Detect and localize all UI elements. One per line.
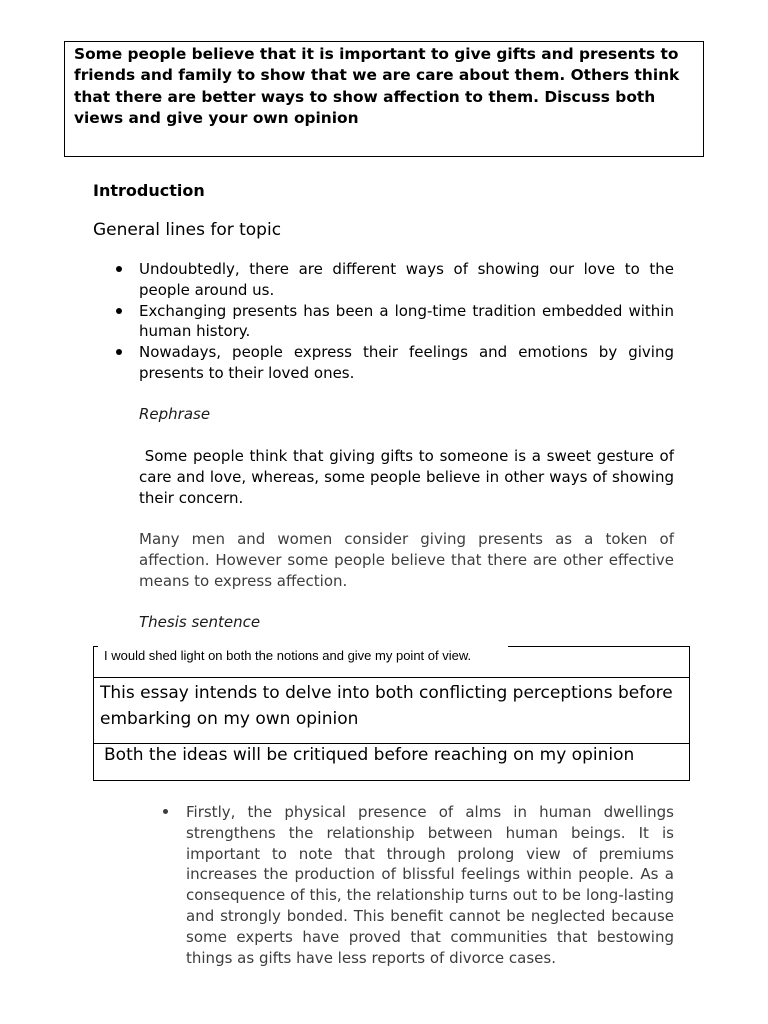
general-lines-subheading: General lines for topic (93, 220, 282, 240)
list-item: Firstly, the physical presence of alms in human dwellings strengthens the relationship between human beings. It is important to note that through prolong view of premiums increases the production of blissful feelings within people. As a consequence of this, the relationship turns out to be long-lasting and strongly bonded. This benefit cannot be neglected because some experts have proved that communities that bestowing things as gifts have less reports of divorce cases. (186, 803, 674, 967)
essay-prompt-text: Some people believe that it is important to give gifts and presents to friends and family to show that we are care about them. Others think that there are better ways to show affection to them. Discuss both views and give your own opinion (74, 45, 680, 127)
list-item: Exchanging presents has been a long-time tradition embedded within human history. (139, 301, 674, 341)
list-item: Nowadays, people express their feelings and emotions by giving presents to their loved ones. (139, 343, 674, 382)
thesis-options-table (93, 646, 690, 781)
introduction-heading: Introduction (93, 181, 205, 200)
thesis-option-2: This essay intends to delve into both conflicting perceptions before embarking on my own opinion (94, 678, 689, 744)
rephrase-label: Rephrase (139, 405, 211, 423)
essay-prompt-box (64, 41, 704, 157)
rephrase-paragraph-2: Many men and women consider giving presents as a token of affection. However some people believe that there are other effective means to express affection. (139, 530, 674, 590)
body-points-list (186, 802, 674, 968)
general-lines-list (139, 259, 674, 384)
thesis-option-1 (94, 647, 689, 678)
thesis-option-1-text: I would shed light on both the notions and give my point of view. (104, 648, 472, 663)
thesis-option-3: Both the ideas will be critiqued before reaching on my opinion (104, 745, 635, 765)
rephrase-paragraph-1: Some people think that giving gifts to someone is a sweet gesture of care and love, whereas, some people believe in other ways of showing their concern. (139, 447, 679, 507)
list-item: Undoubtedly, there are different ways of showing our love to the people around us. (139, 260, 674, 299)
thesis-label: Thesis sentence (139, 613, 261, 631)
